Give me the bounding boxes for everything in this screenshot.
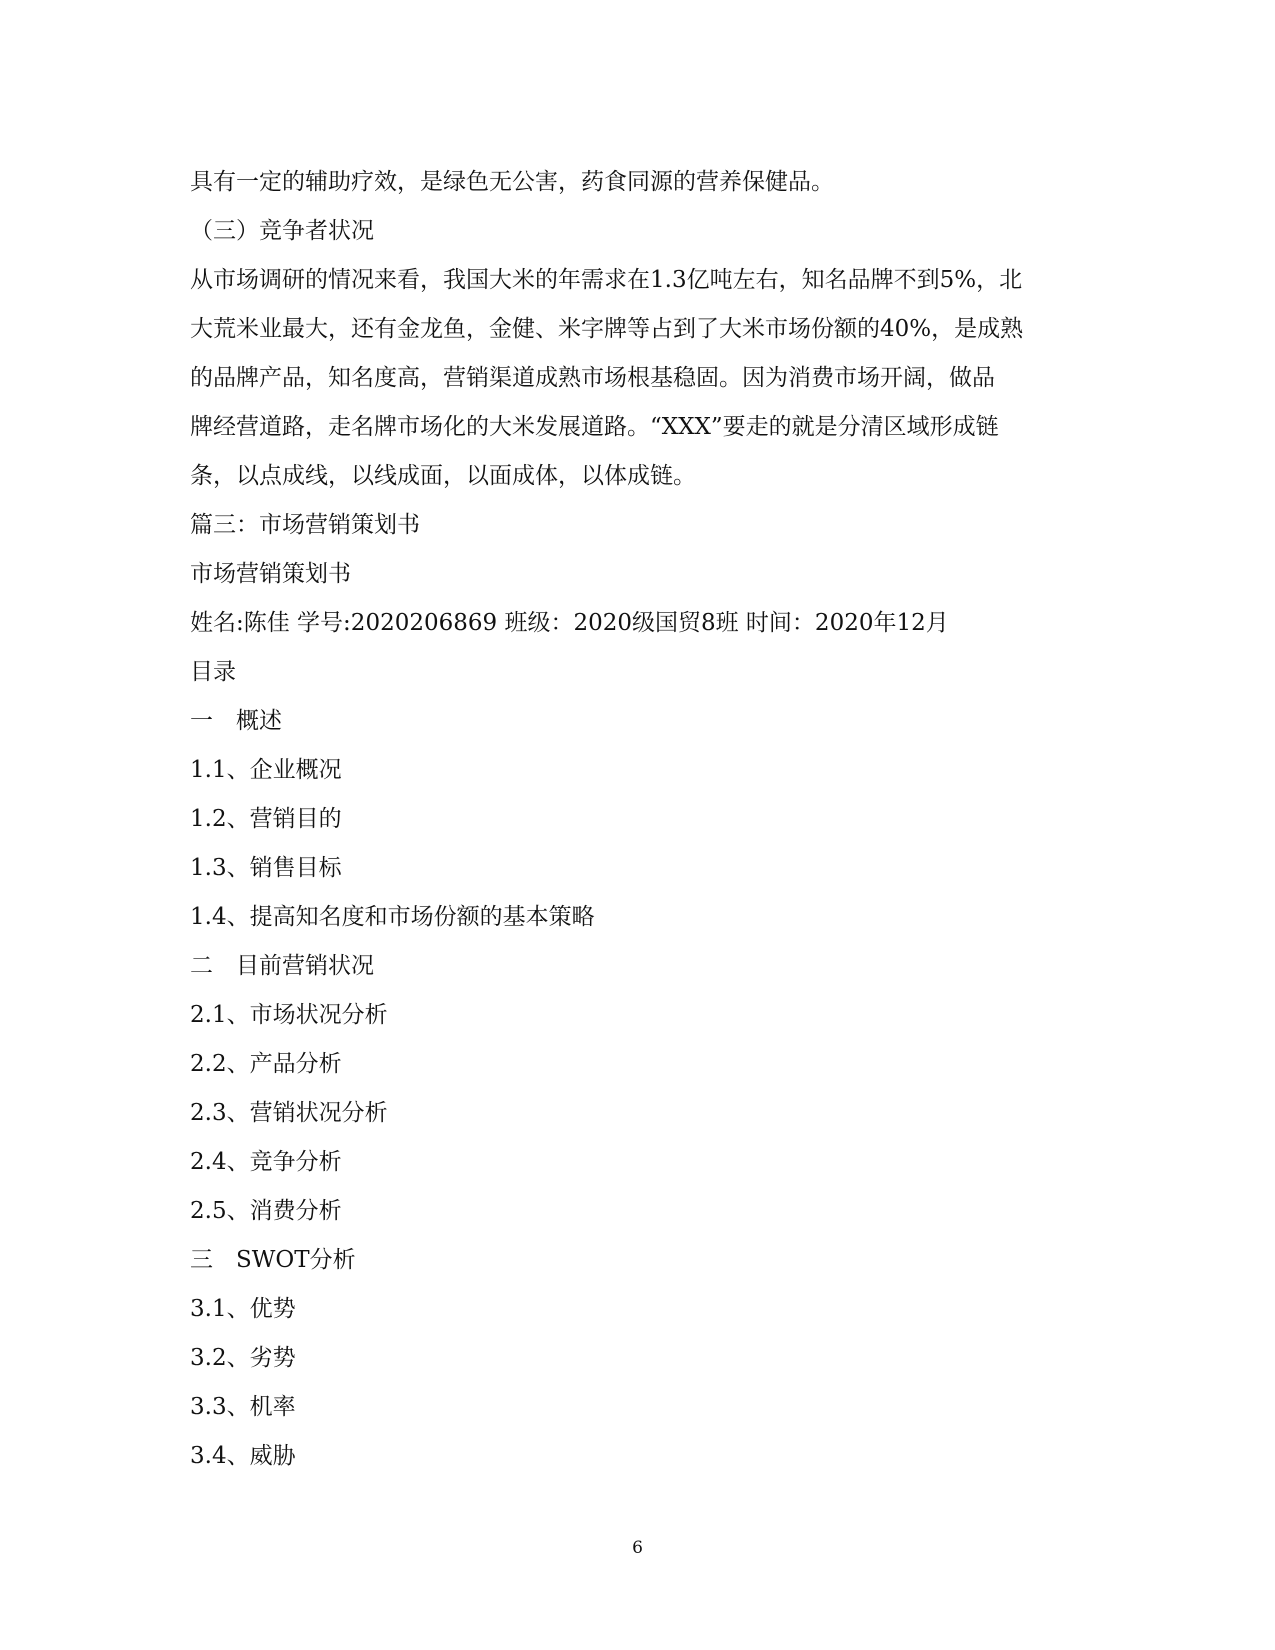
toc-heading: 目录 bbox=[190, 659, 236, 685]
toc-item: 2.5、消费分析 bbox=[190, 1198, 342, 1224]
paragraph-line: 从市场调研的情况来看，我国大米的年需求在1.3亿吨左右，知名品牌不到5%，北 bbox=[190, 267, 1023, 293]
page-content bbox=[190, 158, 1080, 1481]
section-heading-competitors: （三）竞争者状况 bbox=[190, 218, 374, 244]
paragraph-line: 大荒米业最大，还有金龙鱼，金健、米字牌等占到了大米市场份额的40%，是成熟 bbox=[190, 316, 1024, 342]
paragraph-line: 牌经营道路，走名牌市场化的大米发展道路。“XXX”要走的就是分清区域形成链 bbox=[190, 414, 999, 440]
toc-item: 3.4、威胁 bbox=[190, 1443, 296, 1469]
toc-item: 1.3、销售目标 bbox=[190, 855, 342, 881]
toc-item: 三 SWOT分析 bbox=[190, 1247, 356, 1273]
author-info: 姓名:陈佳 学号:2020206869 班级：2020级国贸8班 时间：2020年12月 bbox=[190, 610, 949, 636]
paragraph-line: 条，以点成线，以线成面，以面成体，以体成链。 bbox=[190, 463, 696, 489]
toc-item: 2.2、产品分析 bbox=[190, 1051, 342, 1077]
page-number: 6 bbox=[632, 1538, 643, 1558]
toc-item: 1.1、企业概况 bbox=[190, 757, 342, 783]
toc-item: 2.3、营销状况分析 bbox=[190, 1100, 388, 1126]
toc-item: 2.4、竞争分析 bbox=[190, 1149, 342, 1175]
paragraph-line: 的品牌产品，知名度高，营销渠道成熟市场根基稳固。因为消费市场开阔，做品 bbox=[190, 365, 995, 391]
toc-item: 2.1、市场状况分析 bbox=[190, 1002, 388, 1028]
toc-item: 3.3、机率 bbox=[190, 1394, 296, 1420]
toc-item: 1.2、营销目的 bbox=[190, 806, 342, 832]
paragraph-line: 具有一定的辅助疗效，是绿色无公害，药食同源的营养保健品。 bbox=[190, 169, 834, 195]
chapter-heading: 篇三：市场营销策划书 bbox=[190, 512, 420, 538]
document-title: 市场营销策划书 bbox=[190, 561, 351, 587]
toc-item: 二 目前营销状况 bbox=[190, 953, 374, 979]
toc-item: 1.4、提高知名度和市场份额的基本策略 bbox=[190, 904, 595, 930]
toc-item: 3.1、优势 bbox=[190, 1296, 296, 1322]
toc-item: 3.2、劣势 bbox=[190, 1345, 296, 1371]
toc-item: 一 概述 bbox=[190, 708, 282, 734]
